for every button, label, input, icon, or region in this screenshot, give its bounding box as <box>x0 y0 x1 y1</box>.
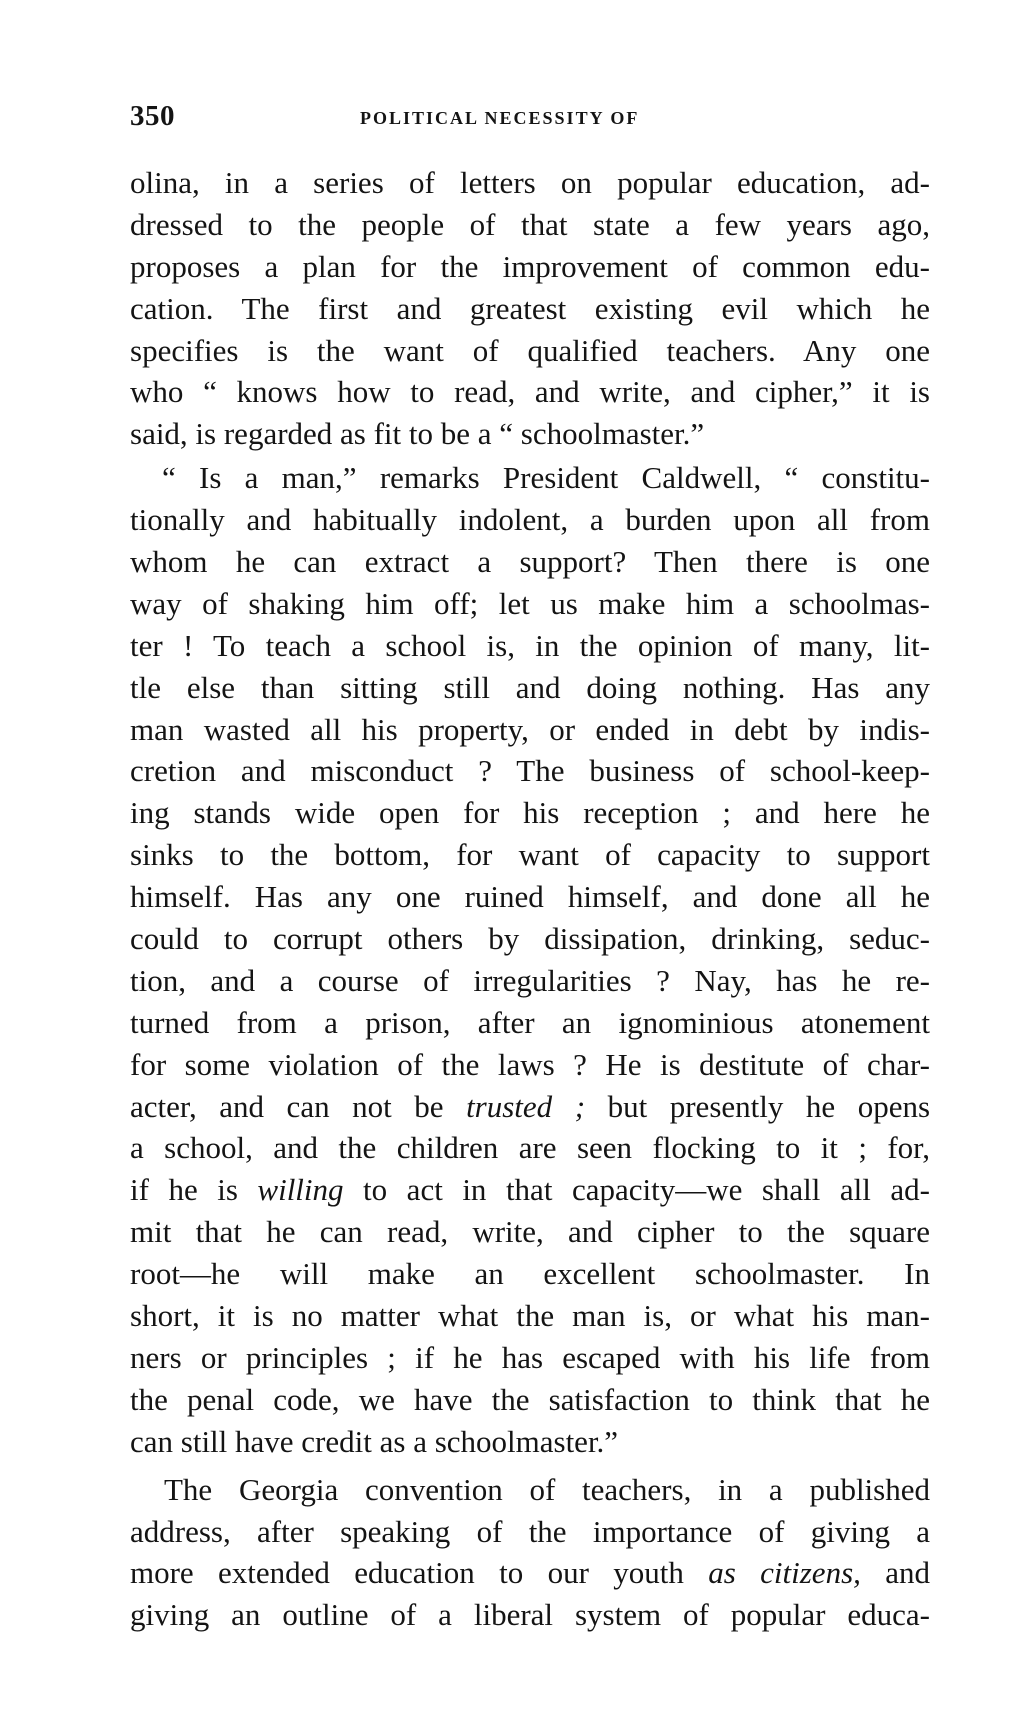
text-line: tionally and habitually indolent, a burden upon all from <box>130 502 930 538</box>
text-run: acter, and can not be <box>130 1088 467 1124</box>
text-line: ners or principles ; if he has escaped with his life from <box>130 1339 930 1375</box>
text-line: could to corrupt others by dissipation, drinking, seduc- <box>130 921 930 957</box>
text-line: man wasted all his property, or ended in debt by indis- <box>130 711 930 747</box>
text-line: sinks to the bottom, for want of capacity to support <box>130 837 930 873</box>
text-line: giving an outline of a liberal system of popular educa- <box>130 1597 930 1633</box>
text-line: “ Is a man,” remarks President Caldwell, “ constitu- <box>162 460 930 496</box>
text-line: short, it is no matter what the man is, or what his man- <box>130 1298 930 1334</box>
text-line <box>130 1552 930 1594</box>
text-line: for some violation of the laws ? He is destitute of char- <box>130 1046 930 1082</box>
text-line: turned from a prison, after an ignominious atonement <box>130 1004 930 1040</box>
page-header <box>130 100 930 140</box>
text-run: and <box>860 1555 930 1591</box>
text-line: tle else than sitting still and doing nothing. Has any <box>130 669 930 705</box>
text-line: whom he can extract a support? Then there is one <box>130 544 930 580</box>
text-line: said, is regarded as fit to be a “ schoolmaster.” <box>130 416 705 452</box>
text-line: cretion and misconduct ? The business of school-keep- <box>130 753 930 789</box>
text-line <box>130 1169 930 1211</box>
text-line: a school, and the children are seen flocking to it ; for, <box>130 1130 930 1166</box>
text-line: who “ knows how to read, and write, and cipher,” it is <box>130 374 930 410</box>
italic-text: willing <box>257 1172 344 1208</box>
italic-text: as citizens, <box>708 1555 861 1591</box>
text-line: root—he will make an excellent schoolmaster. In <box>130 1256 930 1292</box>
text-line: the penal code, we have the satisfaction to think that he <box>130 1381 930 1417</box>
text-line: can still have credit as a schoolmaster.” <box>130 1423 619 1459</box>
running-head: POLITICAL NECESSITY OF <box>360 108 640 128</box>
text-line: The Georgia convention of teachers, in a published <box>164 1471 930 1507</box>
page-number: 350 <box>130 100 175 132</box>
text-run: more extended education to our youth <box>130 1555 709 1591</box>
text-line: olina, in a series of letters on popular education, ad- <box>130 165 930 200</box>
text-line: way of shaking him off; let us make him a schoolmas- <box>130 585 930 621</box>
text-run: to act in that capacity—we shall all ad- <box>343 1172 930 1208</box>
text-line: ing stands wide open for his reception ; and here he <box>130 795 930 831</box>
text-line: ter ! To teach a school is, in the opinion of many, lit- <box>130 627 930 663</box>
text-line: tion, and a course of irregularities ? Nay, has he re- <box>130 962 930 998</box>
text-line: specifies is the want of qualified teachers. Any one <box>130 332 930 368</box>
paragraph-1 <box>130 162 930 455</box>
italic-text: trusted ; <box>466 1088 586 1124</box>
text-line: himself. Has any one ruined himself, and done all he <box>130 879 930 915</box>
text-line: dressed to the people of that state a few years ago, <box>130 206 930 242</box>
text-line: mit that he can read, write, and cipher to the square <box>130 1214 930 1250</box>
text-line: address, after speaking of the importance of giving a <box>130 1513 930 1549</box>
text-line: cation. The first and greatest existing evil which he <box>130 290 930 326</box>
text-run: but presently he opens <box>585 1088 931 1124</box>
text-run: if he is <box>130 1172 258 1208</box>
text-line <box>130 1086 930 1128</box>
paragraph-2 <box>130 457 930 1462</box>
paragraph-3 <box>130 1469 930 1637</box>
text-line: proposes a plan for the improvement of common edu- <box>130 248 930 284</box>
body-text <box>130 162 930 1636</box>
